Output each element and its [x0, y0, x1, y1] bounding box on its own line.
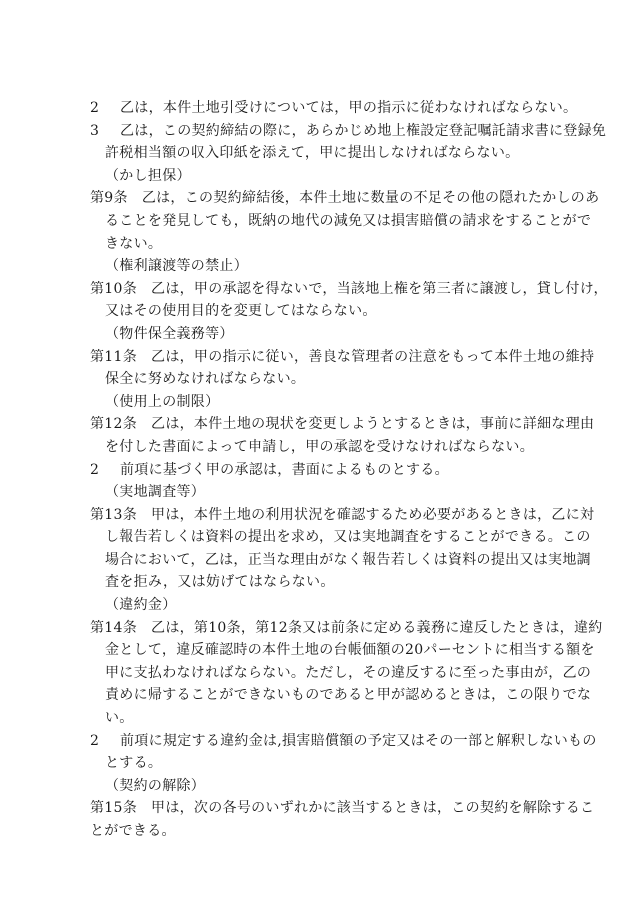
article-line — [90, 278, 608, 301]
paragraph-number: 2 — [90, 100, 100, 116]
continuation-line: 金として，違反確認時の本件土地の台帳価額の20パーセントに相当する額を — [105, 642, 595, 659]
paragraph-line — [90, 120, 607, 143]
continuation-line: 保全に努めなければならない。 — [105, 371, 306, 388]
paragraph-line — [90, 97, 578, 120]
article-number: 第12条 — [90, 416, 138, 433]
article-number: 第13条 — [90, 506, 138, 523]
article-number: 第15条 — [90, 800, 138, 817]
article-line — [90, 346, 595, 369]
continuation-line: 責めに帰することができないものであると甲が認めるときは，この限りでな — [105, 687, 592, 704]
continuation-line: ることを発見しても，既納の地代の減免又は損害賠償の請求をすることがで — [105, 212, 592, 229]
paragraph-text: 前項に規定する違約金は,損害賠償額の予定又はその一部と解釈しないもの — [120, 732, 597, 749]
article-text: 乙は，本件土地の現状を変更しようとするときは，事前に詳細な理由 — [151, 416, 595, 433]
paragraph-line — [90, 459, 560, 482]
paragraph-number: 2 — [90, 732, 100, 749]
continuation-line: とする。 — [105, 755, 163, 772]
article-heading: （契約の解除） — [105, 777, 206, 794]
continuation-line: 又はその使用目的を変更してはならない。 — [105, 303, 377, 320]
article-text: 乙は，甲の承認を得ないで，当該地上権を第三者に譲渡し，貸し付け， — [151, 280, 608, 297]
article-text: 乙は，この契約締結後，本件土地に数量の不足その他の隠れたかしのあ — [141, 190, 600, 207]
paragraph-text: 乙は，本件土地引受けについては，甲の指示に従わなければならない。 — [120, 100, 578, 116]
article-line — [90, 797, 595, 820]
paragraph-text: 乙は，この契約締結の際に，あらかじめ地上権設定登記嘱託請求書に登録免 — [120, 122, 607, 139]
paragraph-text: 前項に基づく甲の承認は，書面によるものとする。 — [120, 461, 449, 478]
article-heading: （権利譲渡等の禁止） — [105, 258, 248, 275]
article-heading: （かし担保） — [105, 167, 191, 184]
article-line — [90, 187, 600, 210]
continuation-line: 甲に支払わなければならない。ただし，その違反するに至った事由が，乙の — [105, 664, 592, 681]
article-heading: （実地調査等） — [105, 484, 206, 501]
paragraph-number: 2 — [90, 461, 100, 478]
continuation-line: とができる。 — [90, 823, 176, 839]
continuation-line: 許税相当額の収入印紙を添えて，甲に提出しなければならない。 — [105, 145, 520, 162]
continuation-line: 査を拒み，又は妨げてはならない。 — [105, 574, 335, 591]
article-text: 乙は，第10条，第12条又は前条に定める義務に違反したときは，違約 — [151, 619, 603, 636]
article-line — [90, 504, 595, 527]
article-number: 第14条 — [90, 619, 138, 636]
paragraph-line — [90, 730, 597, 753]
article-heading: （使用上の制限） — [105, 393, 220, 410]
continuation-line: し報告若しくは資料の提出を求め，又は実地調査をすることができる。この — [105, 529, 591, 546]
continuation-line: 場合において，乙は，正当な理由がなく報告若しくは資料の提出又は実地調 — [105, 551, 591, 568]
article-heading: （違約金） — [105, 597, 177, 614]
article-number: 第9条 — [90, 190, 128, 207]
article-text: 甲は，次の各号のいずれかに該当するときは，この契約を解除するこ — [151, 800, 595, 817]
article-line — [90, 617, 603, 640]
article-line — [90, 413, 595, 436]
article-text: 甲は，本件土地の利用状況を確認するため必要があるときは，乙に対 — [151, 506, 595, 523]
document-page — [90, 97, 608, 843]
continuation-line: きない。 — [105, 235, 163, 252]
article-number: 第10条 — [90, 280, 138, 297]
paragraph-number: 3 — [90, 122, 100, 139]
article-text: 乙は，甲の指示に従い，善良な管理者の注意をもって本件土地の維持 — [151, 348, 595, 365]
continuation-line: い。 — [105, 710, 134, 727]
article-number: 第11条 — [90, 348, 138, 365]
continuation-line: を付した書面によって申請し，甲の承認を受けなければならない。 — [105, 438, 534, 455]
article-heading: （物件保全義務等） — [105, 325, 234, 342]
